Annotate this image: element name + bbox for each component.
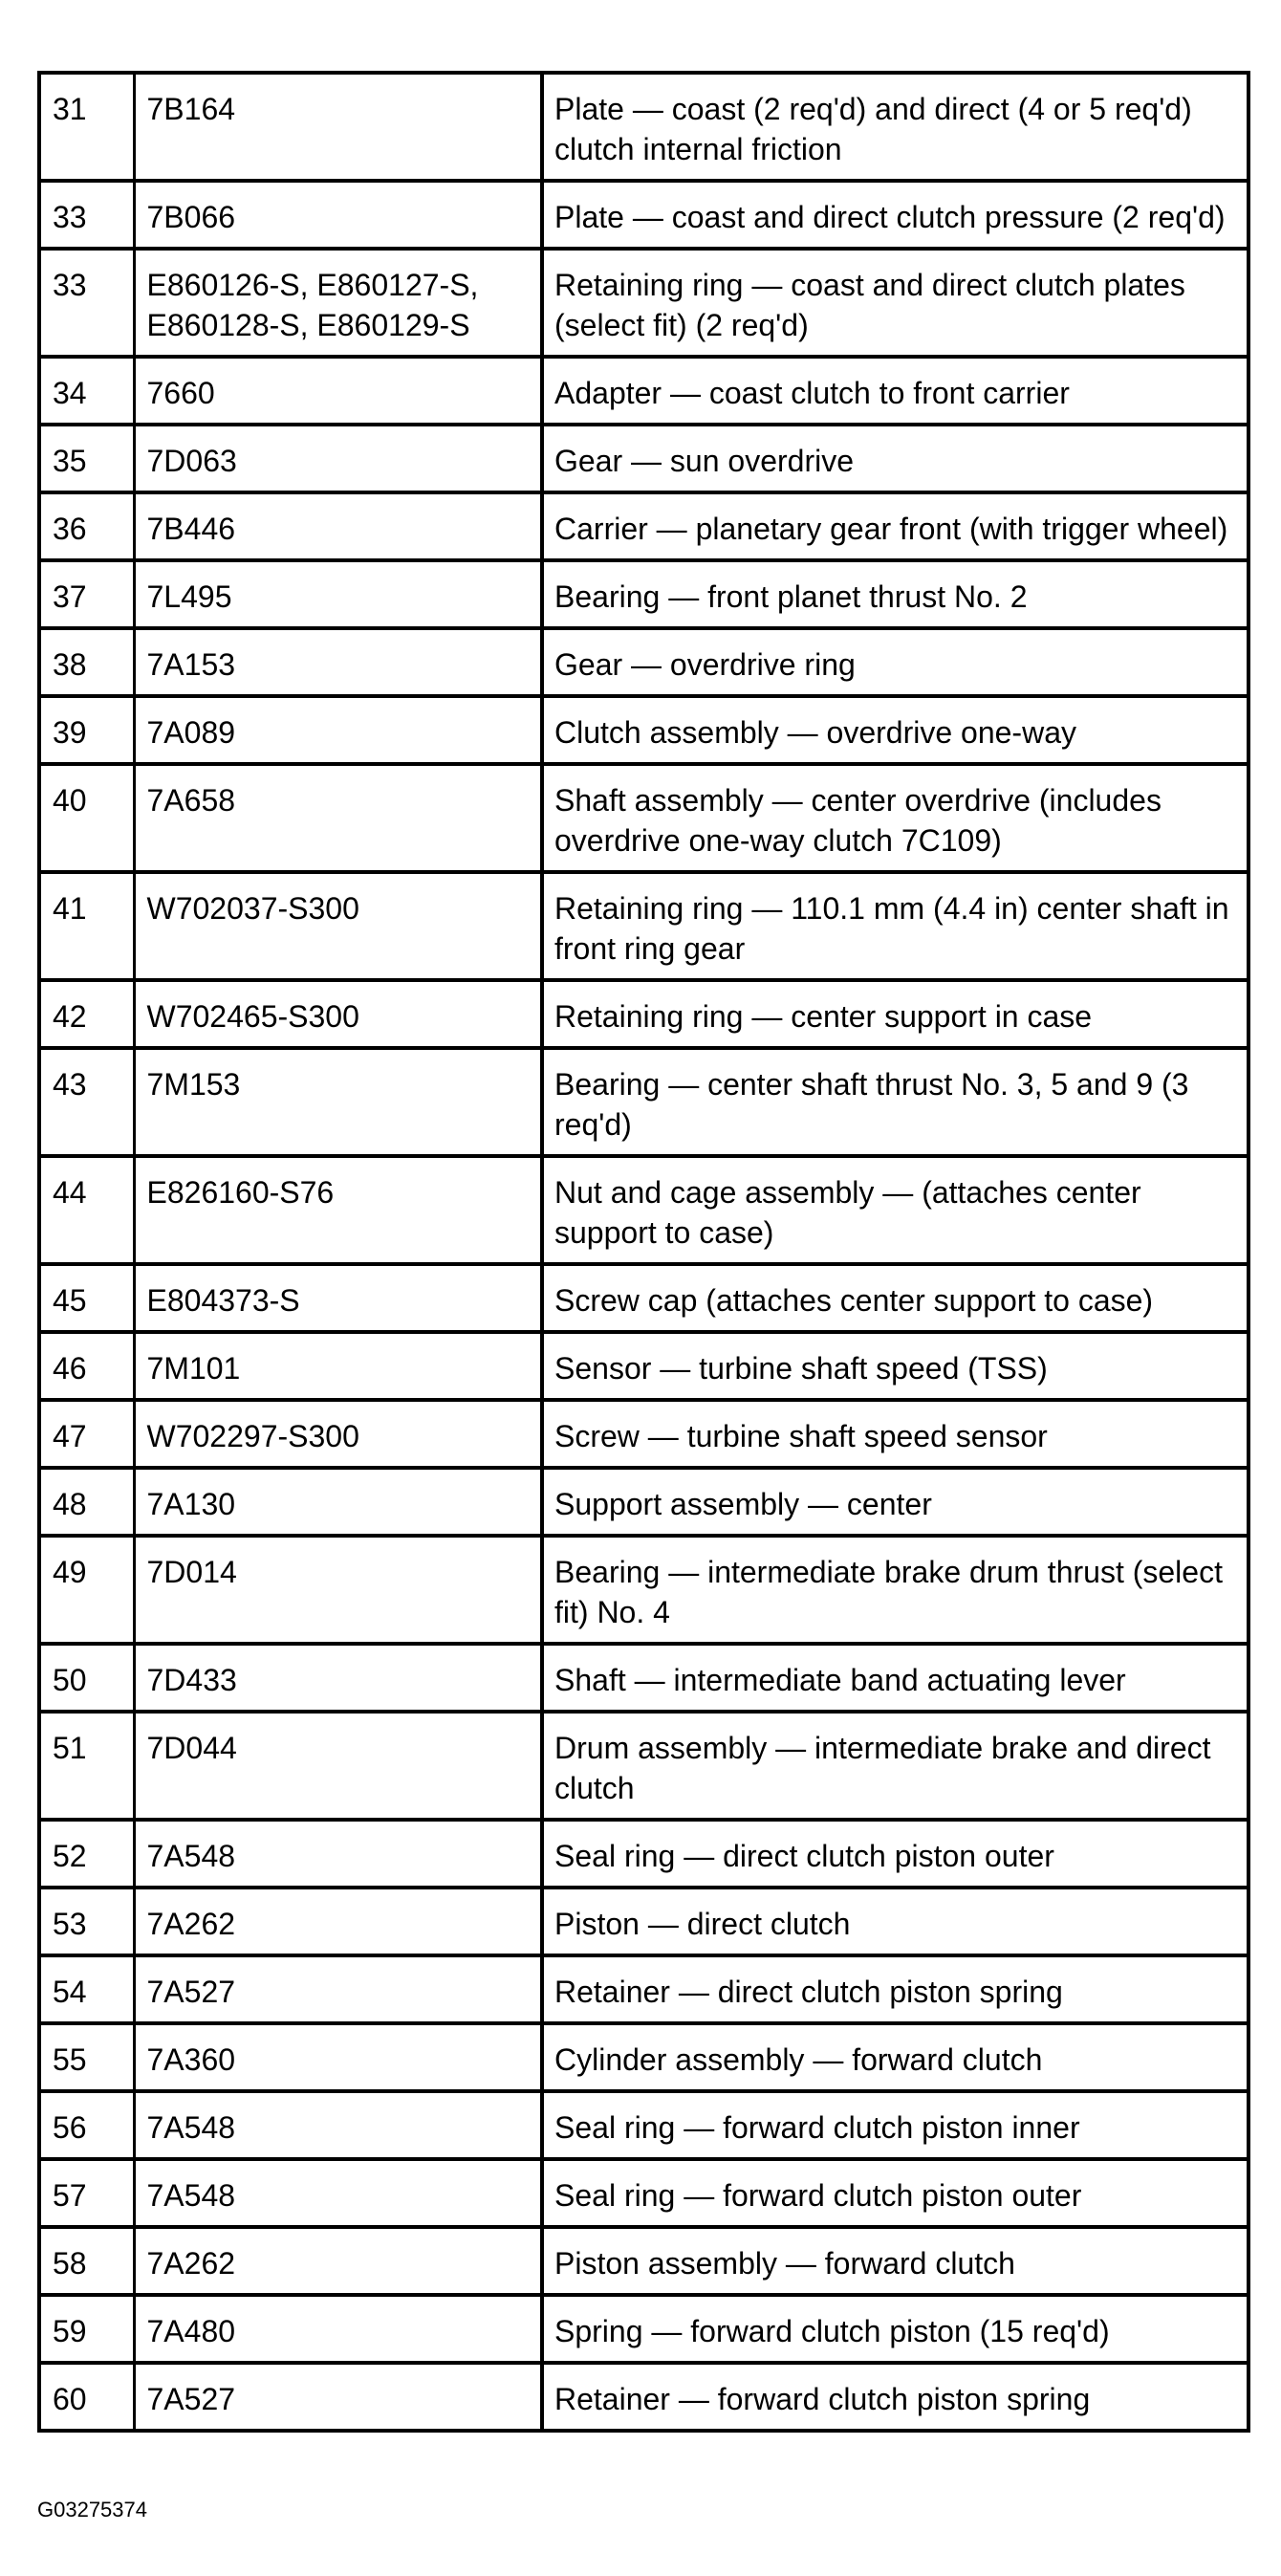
part-number-cell: 7A480: [134, 2295, 542, 2363]
part-number-cell: E804373-S: [134, 1264, 542, 1332]
part-number-cell: 7A527: [134, 2363, 542, 2431]
part-number-cell: 7M153: [134, 1048, 542, 1156]
part-number-cell: W702297-S300: [134, 1400, 542, 1468]
item-number-cell: 33: [39, 181, 134, 249]
parts-table-body: [39, 73, 1248, 2431]
table-row: [39, 1644, 1248, 1712]
table-row: [39, 2091, 1248, 2159]
description-cell: Carrier — planetary gear front (with trigger wheel): [542, 492, 1248, 560]
part-number-cell: 7D044: [134, 1712, 542, 1820]
description-cell: Retainer — forward clutch piston spring: [542, 2363, 1248, 2431]
part-number-cell: 7A153: [134, 628, 542, 696]
item-number-cell: 41: [39, 872, 134, 980]
description-cell: Shaft assembly — center overdrive (includes overdrive one-way clutch 7C109): [542, 764, 1248, 872]
item-number-cell: 37: [39, 560, 134, 628]
table-row: [39, 249, 1248, 357]
item-number-cell: 50: [39, 1644, 134, 1712]
description-cell: Gear — sun overdrive: [542, 425, 1248, 492]
table-row: [39, 425, 1248, 492]
table-row: [39, 181, 1248, 249]
description-cell: Seal ring — forward clutch piston outer: [542, 2159, 1248, 2227]
table-row: [39, 2023, 1248, 2091]
item-number-cell: 45: [39, 1264, 134, 1332]
description-cell: Cylinder assembly — forward clutch: [542, 2023, 1248, 2091]
table-row: [39, 2363, 1248, 2431]
table-row: [39, 2227, 1248, 2295]
item-number-cell: 35: [39, 425, 134, 492]
table-row: [39, 872, 1248, 980]
table-row: [39, 628, 1248, 696]
item-number-cell: 42: [39, 980, 134, 1048]
part-number-cell: 7A089: [134, 696, 542, 764]
description-cell: Clutch assembly — overdrive one-way: [542, 696, 1248, 764]
item-number-cell: 55: [39, 2023, 134, 2091]
item-number-cell: 39: [39, 696, 134, 764]
description-cell: Retainer — direct clutch piston spring: [542, 1955, 1248, 2023]
part-number-cell: E826160-S76: [134, 1156, 542, 1264]
table-row: [39, 764, 1248, 872]
table-row: [39, 357, 1248, 425]
part-number-cell: 7B446: [134, 492, 542, 560]
part-number-cell: E860126-S, E860127-S, E860128-S, E860129-S: [134, 249, 542, 357]
part-number-cell: 7B164: [134, 73, 542, 181]
table-row: [39, 2159, 1248, 2227]
table-row: [39, 560, 1248, 628]
description-cell: Drum assembly — intermediate brake and direct clutch: [542, 1712, 1248, 1820]
item-number-cell: 40: [39, 764, 134, 872]
item-number-cell: 46: [39, 1332, 134, 1400]
part-number-cell: 7A262: [134, 1888, 542, 1955]
item-number-cell: 44: [39, 1156, 134, 1264]
part-number-cell: 7660: [134, 357, 542, 425]
item-number-cell: 43: [39, 1048, 134, 1156]
part-number-cell: 7D014: [134, 1536, 542, 1644]
table-row: [39, 696, 1248, 764]
part-number-cell: 7A548: [134, 2159, 542, 2227]
part-number-cell: 7A360: [134, 2023, 542, 2091]
item-number-cell: 38: [39, 628, 134, 696]
table-row: [39, 73, 1248, 181]
description-cell: Bearing — center shaft thrust No. 3, 5 and 9 (3 req'd): [542, 1048, 1248, 1156]
item-number-cell: 60: [39, 2363, 134, 2431]
item-number-cell: 33: [39, 249, 134, 357]
part-number-cell: 7A527: [134, 1955, 542, 2023]
item-number-cell: 57: [39, 2159, 134, 2227]
table-row: [39, 1264, 1248, 1332]
part-number-cell: 7B066: [134, 181, 542, 249]
table-row: [39, 492, 1248, 560]
item-number-cell: 54: [39, 1955, 134, 2023]
part-number-cell: 7A548: [134, 1820, 542, 1888]
table-row: [39, 1955, 1248, 2023]
description-cell: Retaining ring — coast and direct clutch plates (select fit) (2 req'd): [542, 249, 1248, 357]
item-number-cell: 51: [39, 1712, 134, 1820]
description-cell: Shaft — intermediate band actuating lever: [542, 1644, 1248, 1712]
item-number-cell: 52: [39, 1820, 134, 1888]
part-number-cell: 7L495: [134, 560, 542, 628]
description-cell: Plate — coast and direct clutch pressure (2 req'd): [542, 181, 1248, 249]
part-number-cell: 7A658: [134, 764, 542, 872]
description-cell: Bearing — intermediate brake drum thrust (select fit) No. 4: [542, 1536, 1248, 1644]
item-number-cell: 53: [39, 1888, 134, 1955]
item-number-cell: 34: [39, 357, 134, 425]
description-cell: Sensor — turbine shaft speed (TSS): [542, 1332, 1248, 1400]
description-cell: Spring — forward clutch piston (15 req'd): [542, 2295, 1248, 2363]
item-number-cell: 58: [39, 2227, 134, 2295]
description-cell: Adapter — coast clutch to front carrier: [542, 357, 1248, 425]
part-number-cell: 7D433: [134, 1644, 542, 1712]
table-row: [39, 1400, 1248, 1468]
description-cell: Screw — turbine shaft speed sensor: [542, 1400, 1248, 1468]
part-number-cell: 7M101: [134, 1332, 542, 1400]
description-cell: Seal ring — direct clutch piston outer: [542, 1820, 1248, 1888]
part-number-cell: 7D063: [134, 425, 542, 492]
table-row: [39, 1048, 1248, 1156]
table-row: [39, 1712, 1248, 1820]
part-number-cell: 7A130: [134, 1468, 542, 1536]
description-cell: Bearing — front planet thrust No. 2: [542, 560, 1248, 628]
description-cell: Screw cap (attaches center support to case): [542, 1264, 1248, 1332]
parts-table: [37, 71, 1250, 2433]
table-row: [39, 1536, 1248, 1644]
item-number-cell: 47: [39, 1400, 134, 1468]
item-number-cell: 36: [39, 492, 134, 560]
description-cell: Plate — coast (2 req'd) and direct (4 or 5 req'd) clutch internal friction: [542, 73, 1248, 181]
item-number-cell: 48: [39, 1468, 134, 1536]
item-number-cell: 31: [39, 73, 134, 181]
table-row: [39, 1332, 1248, 1400]
description-cell: Piston — direct clutch: [542, 1888, 1248, 1955]
item-number-cell: 49: [39, 1536, 134, 1644]
table-row: [39, 980, 1248, 1048]
item-number-cell: 59: [39, 2295, 134, 2363]
description-cell: Nut and cage assembly — (attaches center support to case): [542, 1156, 1248, 1264]
part-number-cell: W702037-S300: [134, 872, 542, 980]
table-row: [39, 1468, 1248, 1536]
description-cell: Support assembly — center: [542, 1468, 1248, 1536]
description-cell: Retaining ring — 110.1 mm (4.4 in) center shaft in front ring gear: [542, 872, 1248, 980]
figure-code: G03275374: [37, 2498, 147, 2521]
description-cell: Seal ring — forward clutch piston inner: [542, 2091, 1248, 2159]
part-number-cell: 7A548: [134, 2091, 542, 2159]
description-cell: Gear — overdrive ring: [542, 628, 1248, 696]
item-number-cell: 56: [39, 2091, 134, 2159]
description-cell: Piston assembly — forward clutch: [542, 2227, 1248, 2295]
part-number-cell: 7A262: [134, 2227, 542, 2295]
table-row: [39, 1820, 1248, 1888]
table-row: [39, 1156, 1248, 1264]
table-row: [39, 1888, 1248, 1955]
part-number-cell: W702465-S300: [134, 980, 542, 1048]
description-cell: Retaining ring — center support in case: [542, 980, 1248, 1048]
table-row: [39, 2295, 1248, 2363]
